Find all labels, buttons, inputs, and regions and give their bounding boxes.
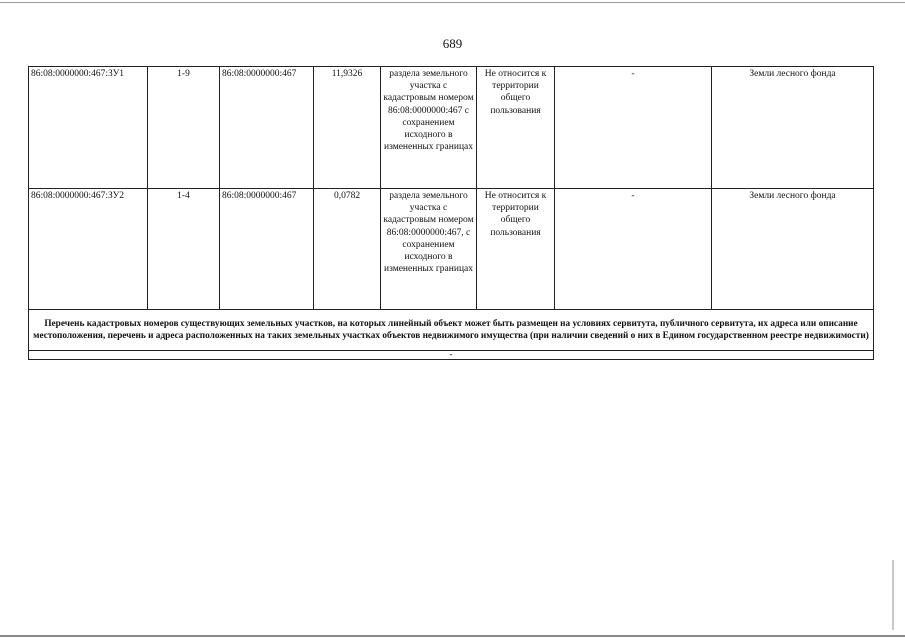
notes-cell: - (555, 67, 712, 189)
notes-cell: - (555, 189, 712, 310)
public-use-cell: Не относится к территории общего пользования (477, 189, 555, 310)
contour-cell: 1-9 (148, 67, 220, 189)
scan-edge-right (892, 560, 894, 630)
table-row (29, 189, 874, 310)
section-value-row (29, 351, 874, 360)
section-heading-row (29, 310, 874, 351)
formation-method-cell: раздела земельного участка с кадастровым номером 86:08:0000000:467, с сохранением исходного в измененных границах (381, 189, 477, 310)
source-number-cell: 86:08:0000000:467 (220, 189, 314, 310)
scan-edge-top (0, 2, 905, 3)
section-heading: Перечень кадастровых номеров существующих земельных участков, на которых линейный объект может быть размещен на условиях сервитута, публичного сервитута, их адреса или описание местоположения, перечень и адреса расположенных на таких земельных участках объектов недвижимого имущества (при наличии сведений о них в Едином государственном реестре недвижимости) (29, 310, 874, 351)
page-number: 689 (442, 36, 463, 51)
area-cell: 11,9326 (314, 67, 381, 189)
land-plots-table (28, 66, 874, 360)
cadastral-number-cell: 86:08:0000000:467:ЗУ2 (29, 189, 148, 310)
land-category-cell: Земли лесного фонда (712, 189, 874, 310)
cadastral-number-cell: 86:08:0000000:467:ЗУ1 (29, 67, 148, 189)
scan-edge-bottom (0, 635, 905, 637)
formation-method-cell: раздела земельного участка с кадастровым номером 86:08:0000000:467 с сохранением исходного в измененных границах (381, 67, 477, 189)
section-value: - (29, 351, 874, 360)
land-category-cell: Земли лесного фонда (712, 67, 874, 189)
area-cell: 0,0782 (314, 189, 381, 310)
source-number-cell: 86:08:0000000:467 (220, 67, 314, 189)
contour-cell: 1-4 (148, 189, 220, 310)
table-row (29, 67, 874, 189)
public-use-cell: Не относится к территории общего пользования (477, 67, 555, 189)
